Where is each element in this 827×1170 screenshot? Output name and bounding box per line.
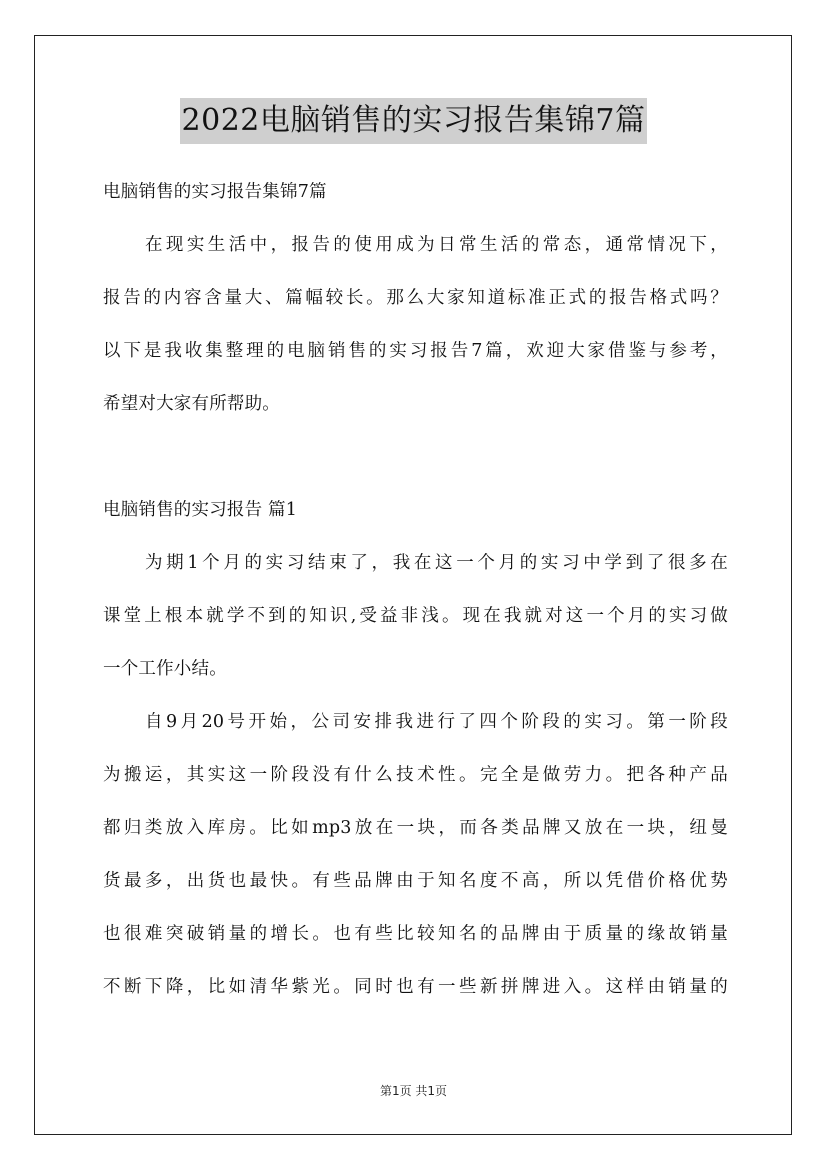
paragraph-line: 货最多，出货也最快。有些品牌由于知名度不高，所以凭借价格优势 xyxy=(103,871,728,891)
paragraph-line: 都归类放入库房。比如mp3放在一块，而各类品牌又放在一块，纽曼 xyxy=(103,818,728,838)
paragraph-line: 也很难突破销量的增长。也有些比较知名的品牌由于质量的缘故销量 xyxy=(103,924,728,944)
document-body xyxy=(103,166,728,1014)
document-title: 2022电脑销售的实习报告集锦7篇 xyxy=(180,98,648,144)
intro-line: 希望对大家有所帮助。 xyxy=(103,394,280,414)
intro-line: 以下是我收集整理的电脑销售的实习报告7篇，欢迎大家借鉴与参考， xyxy=(103,341,728,361)
paragraph-line: 课堂上根本就学不到的知识,受益非浅。现在我就对这一个月的实习做 xyxy=(103,606,728,626)
title-container xyxy=(0,98,827,144)
spacer xyxy=(103,431,728,484)
paragraph-line: 为期1个月的实习结束了，我在这一个月的实习中学到了很多在 xyxy=(145,553,728,573)
paragraph-line: 自9月20号开始，公司安排我进行了四个阶段的实习。第一阶段 xyxy=(145,712,728,732)
paragraph-line: 不断下降，比如清华紫光。同时也有一些新拼牌进入。这样由销量的 xyxy=(103,977,728,997)
page-footer xyxy=(0,1082,827,1099)
document-subtitle: 电脑销售的实习报告集锦7篇 xyxy=(103,182,327,202)
paragraph-line: 为搬运，其实这一阶段没有什么技术性。完全是做劳力。把各种产品 xyxy=(103,765,728,785)
intro-line: 在现实生活中，报告的使用成为日常生活的常态，通常情况下， xyxy=(145,235,728,255)
page-number: 第1页 共1页 xyxy=(379,1084,448,1098)
section-heading: 电脑销售的实习报告 篇1 xyxy=(103,500,298,520)
paragraph-line: 一个工作小结。 xyxy=(103,659,227,679)
intro-line: 报告的内容含量大、篇幅较长。那么大家知道标准正式的报告格式吗？ xyxy=(103,288,728,308)
